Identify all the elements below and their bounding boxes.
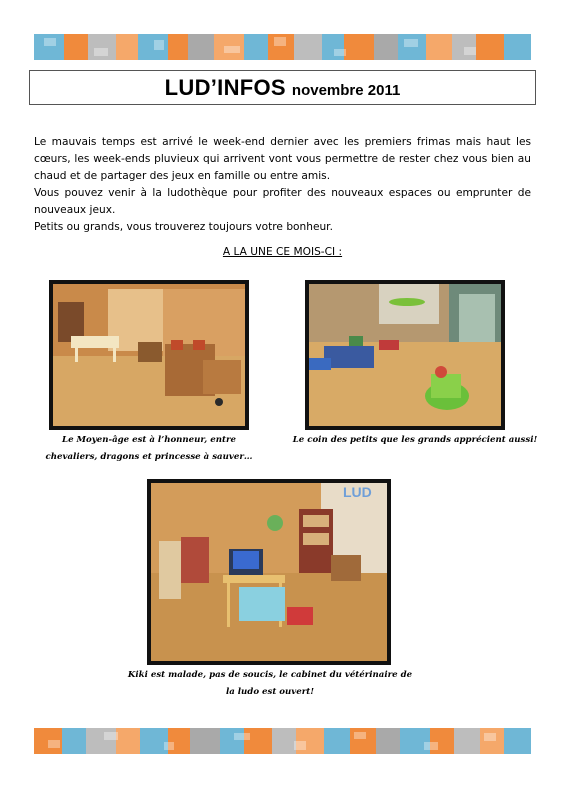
caption-photo-2-line-1: Le coin des petits que les grands apprécient aussi! bbox=[292, 435, 538, 445]
photo-vet-corner bbox=[147, 479, 391, 665]
page-title-box bbox=[29, 70, 536, 105]
intro-paragraph-2: Vous pouvez venir à la ludothèque pour profiter des nouveaux espaces ou emprunter de nouveaux jeux. bbox=[34, 187, 531, 216]
wall-sign-text: LUD bbox=[343, 484, 372, 500]
page-subtitle-date: novembre 2011 bbox=[291, 81, 401, 99]
intro-paragraph-3: Petits ou grands, vous trouverez toujours votre bonheur. bbox=[34, 221, 333, 233]
decorative-banner-bottom bbox=[34, 728, 531, 754]
intro-paragraph-1: Le mauvais temps est arrivé le week-end dernier avec les premiers frimas mais haut les cœurs, les week-ends pluvieux qui arrivent vont vous permettre de rester chez vous bien au chaud et de partager des jeux en famille ou entre amis. bbox=[34, 136, 531, 182]
caption-photo-2 bbox=[290, 432, 540, 449]
caption-photo-3-line-2: la ludo est ouvert! bbox=[225, 687, 315, 697]
caption-photo-1 bbox=[42, 432, 256, 466]
photo-medieval-corner bbox=[49, 280, 249, 430]
photo-toddler-corner bbox=[305, 280, 505, 430]
page-title: LUD’INFOS bbox=[164, 74, 286, 100]
section-heading: A LA UNE CE MOIS-CI : bbox=[222, 246, 343, 258]
caption-photo-3 bbox=[120, 667, 420, 701]
intro-text bbox=[34, 134, 531, 236]
decorative-banner-top bbox=[34, 34, 531, 60]
caption-photo-1-line-2: chevaliers, dragons et princesse à sauver… bbox=[45, 452, 253, 462]
caption-photo-1-line-1: Le Moyen-âge est à l’honneur, entre bbox=[62, 435, 236, 445]
caption-photo-3-line-1: Kiki est malade, pas de soucis, le cabinet du vétérinaire de bbox=[127, 670, 413, 680]
